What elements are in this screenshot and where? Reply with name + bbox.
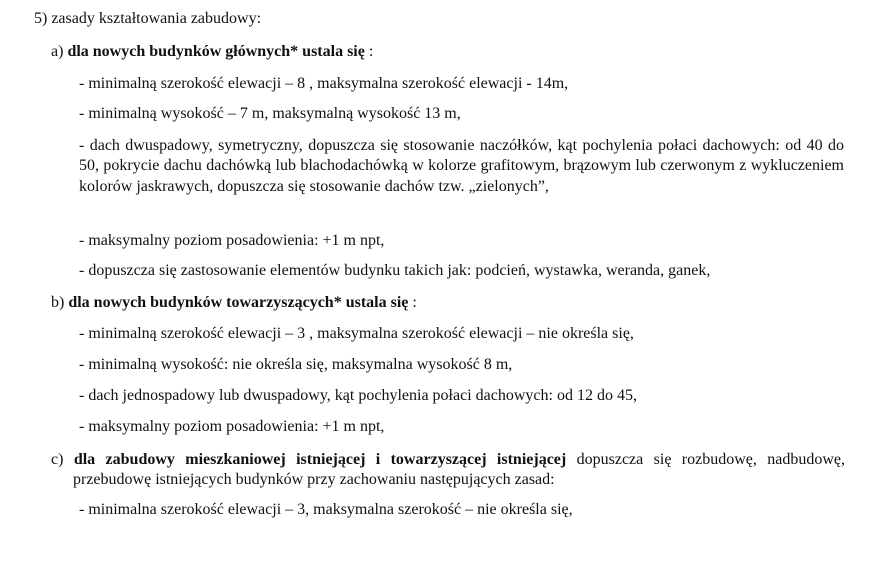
list-item: - maksymalny poziom posadowienia: +1 m npt, xyxy=(79,418,385,435)
subsection-a-title: dla nowych budynków głównych* ustala się xyxy=(67,43,365,60)
subsection-b-marker: b) xyxy=(51,294,65,311)
list-item-multiline xyxy=(79,136,844,197)
list-item: - minimalną szerokość elewacji – 8 , maksymalna szerokość elewacji - 14m, xyxy=(79,75,569,92)
heading-text: 5) zasady kształtowania zabudowy: xyxy=(34,10,262,27)
section-heading xyxy=(34,9,261,29)
list-item: - minimalną wysokość: nie określa się, maksymalna wysokość 8 m, xyxy=(79,356,513,373)
subsection-c-heading xyxy=(51,450,845,491)
subsection-c-suffix: dopuszcza się rozbudowę, nadbudowę, przebudowę istniejących budynków przy zachowaniu następujących zasad: xyxy=(73,451,846,489)
subsection-a-marker: a) xyxy=(51,43,64,60)
subsection-a-suffix: : xyxy=(364,43,374,60)
subsection-b-suffix: : xyxy=(408,294,417,311)
list-item: - minimalną wysokość – 7 m, maksymalną wysokość 13 m, xyxy=(79,105,461,122)
list-item: - dopuszcza się zastosowanie elementów budynku takich jak: podcień, wystawka, weranda, ganek, xyxy=(79,262,711,279)
list-item: - maksymalny poziom posadowienia: +1 m npt, xyxy=(79,232,385,249)
subsection-b-title: dla nowych budynków towarzyszących* ustala się xyxy=(68,294,409,311)
subsection-c-title: dla zabudowy mieszkaniowej istniejącej i towarzyszącej istniejącej xyxy=(73,451,567,468)
list-item: - dach jednospadowy lub dwuspadowy, kąt pochylenia połaci dachowych: od 12 do 45, xyxy=(79,387,637,404)
list-item-text: - dach dwuspadowy, symetryczny, dopuszcza się stosowanie naczółków, kąt pochylenia połaci dachowych: od 40 do 50, pokrycie dachu dachówką lub blachodachówką w kolorze grafitowym, brązowym lub czerwonym z wykluczeniem kolorów jaskrawych, dopuszcza się stosowanie dachów tzw. „zielonych”, xyxy=(79,137,844,195)
list-item: - minimalną szerokość elewacji – 3 , maksymalna szerokość elewacji – nie określa się, xyxy=(79,325,634,342)
subsection-b-heading xyxy=(51,293,417,313)
subsection-a-heading xyxy=(51,42,373,62)
list-item: - minimalna szerokość elewacji – 3, maksymalna szerokość – nie określa się, xyxy=(79,501,573,518)
subsection-c-paragraph xyxy=(51,450,846,491)
subsection-c-marker: c) xyxy=(51,451,64,468)
